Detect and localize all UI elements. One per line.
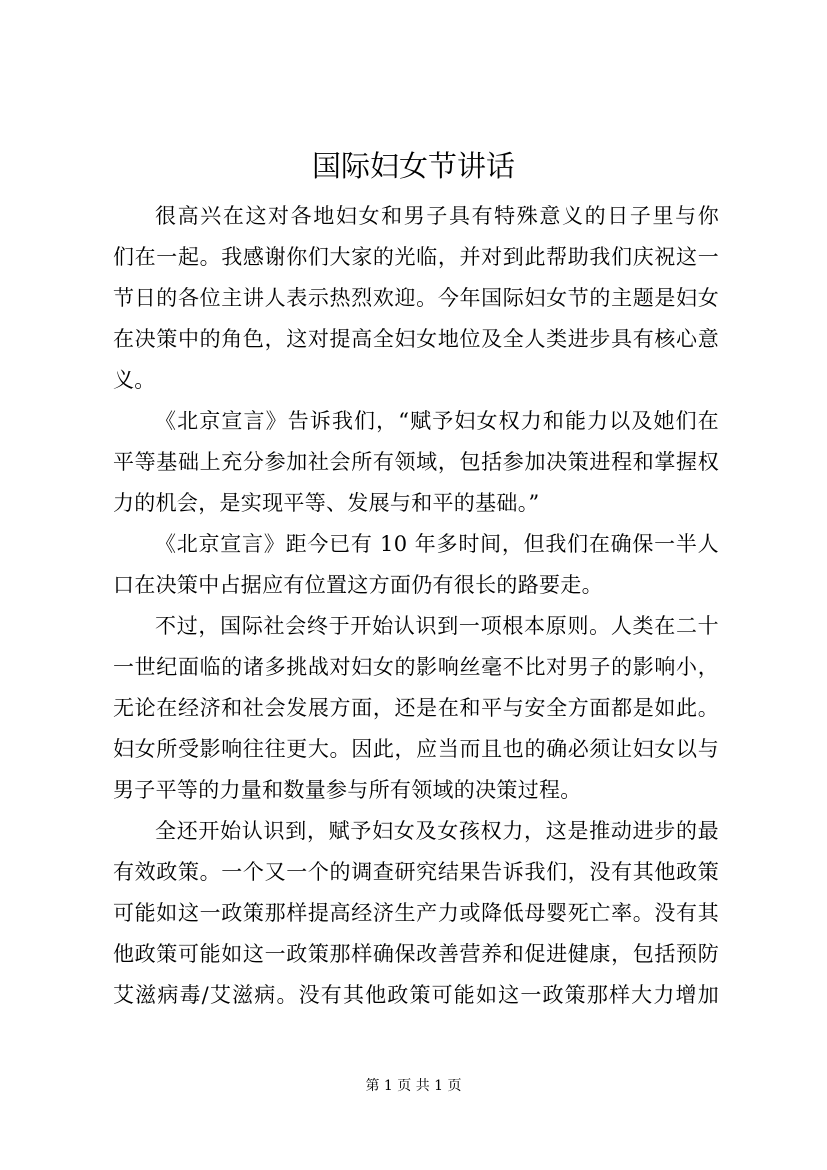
text-line: 男子平等的力量和数量参与所有领域的决策过程。 (113, 778, 582, 802)
text-line: 很高兴在这对各地妇女和男子具有特殊意义的日子里与你 (155, 204, 719, 228)
text-line: 《北京宣言》距今已有 10 年多时间，但我们在确保一半人 (155, 532, 719, 556)
text-line: 们在一起。我感谢你们大家的光临，并对到此帮助我们庆祝这一 (113, 245, 719, 269)
text-line: 妇女所受影响往往更大。因此，应当而且也的确必须让妇女以与 (113, 737, 719, 761)
text-line: 不过，国际社会终于开始认识到一项根本原则。人类在二十 (155, 614, 719, 638)
document-title: 国际妇女节讲话 (311, 149, 515, 183)
text-line: 《北京宣言》告诉我们，“赋予妇女权力和能力以及她们在 (155, 409, 719, 433)
text-line: 有效政策。一个又一个的调查研究结果告诉我们，没有其他政策 (113, 860, 719, 884)
text-line: 无论在经济和社会发展方面，还是在和平与安全方面都是如此。 (113, 696, 719, 720)
text-line: 节日的各位主讲人表示热烈欢迎。今年国际妇女节的主题是妇女 (113, 286, 719, 310)
text-line: 义。 (113, 368, 156, 392)
document-body (113, 196, 719, 1016)
text-line: 可能如这一政策那样提高经济生产力或降低母婴死亡率。没有其 (113, 901, 719, 925)
text-line: 力的机会，是实现平等、发展与和平的基础。” (113, 491, 540, 515)
text-line: 平等基础上充分参加社会所有领域，包括参加决策进程和掌握权 (113, 450, 719, 474)
text-line: 他政策可能如这一政策那样确保改善营养和促进健康，包括预防 (113, 942, 719, 966)
text-line: 全还开始认识到，赋予妇女及女孩权力，这是推动进步的最 (155, 819, 719, 843)
page-number-footer: 第 1 页 共 1 页 (365, 1078, 462, 1094)
text-line: 在决策中的角色，这对提高全妇女地位及全人类进步具有核心意 (113, 327, 719, 351)
text-line: 口在决策中占据应有位置这方面仍有很长的路要走。 (113, 573, 603, 597)
text-line: 艾滋病毒/艾滋病。没有其他政策可能如这一政策那样大力增加 (113, 983, 719, 1007)
text-line: 一世纪面临的诸多挑战对妇女的影响丝毫不比对男子的影响小， (113, 655, 719, 679)
